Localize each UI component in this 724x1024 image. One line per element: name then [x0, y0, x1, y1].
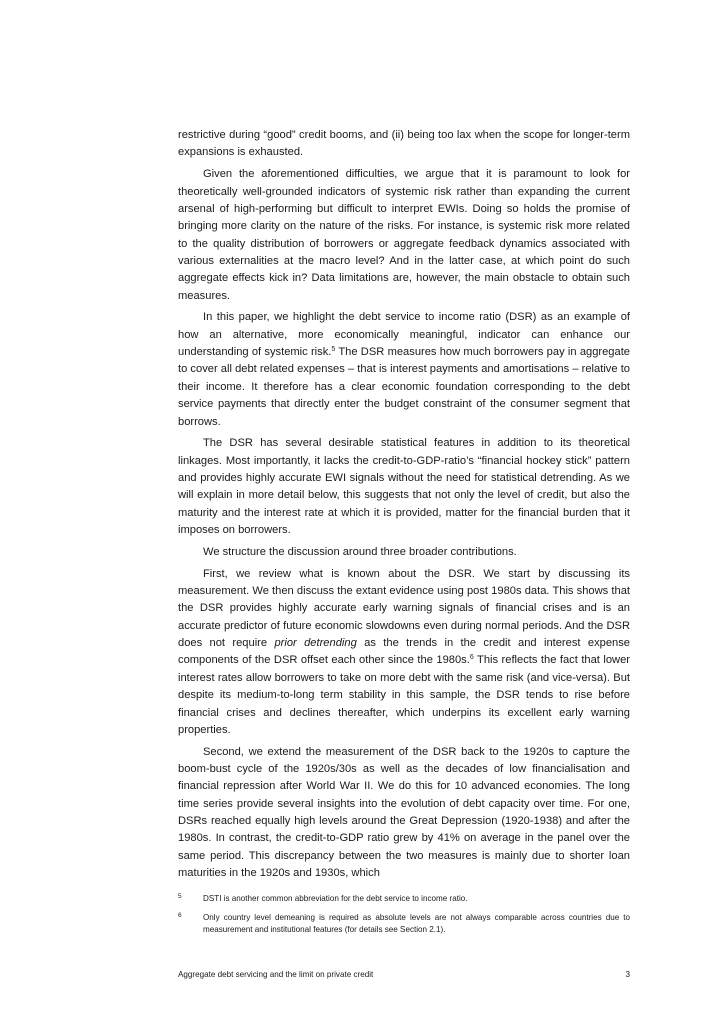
- paragraph: [178, 166, 630, 305]
- paragraph-text: Second, we extend the measurement of the DSR back to the 1920s to capture the boom-bust cycle of the 1920s/30s as well as the decades of low financialisation and financial repression after World War II. We do this for 10 advanced economies. The long time series provide several insights into the evolution of debt capacity over time. For one, DSRs reached equally high levels around the Great Depression (1920-1938) and after the 1980s. In contrast, the credit-to-GDP ratio grew by 41% on average in the panel over the same period. This discrepancy between the two measures is mainly due to shorter loan maturities in the 1920s and 1930s, which: [178, 745, 630, 880]
- paragraph: [178, 127, 630, 162]
- footnote-text: DSTI is another common abbreviation for the debt service to income ratio.: [203, 894, 468, 903]
- paragraph: [178, 309, 630, 430]
- paragraph-text: as the trends in the credit and interest expense components of the DSR offset each other since the 1980s.: [178, 637, 630, 667]
- footnote-number: 5: [178, 893, 182, 900]
- paragraph-text: The DSR measures how much borrowers pay in aggregate to cover all debt related expenses – that is interest payments and amortisations – relative to their income. It therefore has a clear economic foundation corresponding to the debt service payments that directly enter the budget constraint of the consumer segment that borrows.: [178, 346, 630, 428]
- paragraph-text: In this paper, we highlight the debt service to income ratio (DSR) as an example of how an alternative, more economically meaningful, indicator can enhance our understanding of systemic risk.: [178, 311, 630, 359]
- paragraph-text: We structure the discussion around three broader contributions.: [203, 545, 517, 558]
- paragraph: [178, 744, 630, 883]
- paragraph-text: This reflects the fact that lower interest rates allow borrowers to take on more debt with the same risk (and vice-versa). But despite its medium-to-long term stability in this sample, the DSR tends to rise before financial crises and declines thereafter, which underpins its excellent early warning properties.: [178, 654, 630, 736]
- paragraph-text: First, we review what is known about the DSR. We start by discussing its measurement. We then discuss the extant evidence using post 1980s data. This shows that the DSR provides highly accurate early warning signals of financial crises and is an accurate predictor of future economic slowdowns even during normal periods. And the DSR does not require: [178, 567, 630, 650]
- paragraph-text: Given the aforementioned difficulties, we argue that it is paramount to look for theoretically well-grounded indicators of systemic risk rather than expanding the current arsenal of high-performing but difficult to interpret EWIs. Doing so holds the promise of bringing more clarity on the nature of the risks. For instance, is systemic risk more related to the quality distribution of borrowers or aggregate feedback dynamics associated with various externalities at the macro level? And in the latter case, at which point do such aggregate effects kick in? Data limitations are, however, the main obstacle to obtain such measures.: [178, 168, 630, 302]
- footnote-text: Only country level demeaning is required as absolute levels are not always comparable across countries due to measurement and institutional features (for details see Section 2.1).: [203, 913, 630, 935]
- paragraph: [178, 544, 630, 561]
- page-number: 3: [625, 970, 630, 979]
- body-text: [178, 127, 630, 887]
- paragraph: [178, 566, 630, 739]
- footnote-reference: 6: [469, 654, 474, 662]
- emphasis-text: prior detrending: [274, 637, 357, 650]
- footnote-6: [178, 912, 630, 937]
- paragraph: [178, 435, 630, 539]
- footer-title: Aggregate debt servicing and the limit on private credit: [178, 970, 374, 979]
- footnote-number: 6: [178, 912, 182, 919]
- paragraph-text: restrictive during “good” credit booms, and (ii) being too lax when the scope for longer-term expansions is exhausted.: [178, 129, 630, 159]
- footnote-reference: 5: [331, 346, 336, 354]
- page-footer: [178, 970, 630, 979]
- paragraph-text: The DSR has several desirable statistical features in addition to its theoretical linkages. Most importantly, it lacks the credit-to-GDP-ratio’s “financial hockey stick” pattern and provides highly accurate EWI signals without the need for statistical detrending. As we will explain in more detail below, this suggests that not only the level of credit, but also the maturity and the interest rate at which it is provided, matter for the financial burden that it imposes on borrowers.: [178, 437, 630, 537]
- footnote-5: [178, 893, 630, 905]
